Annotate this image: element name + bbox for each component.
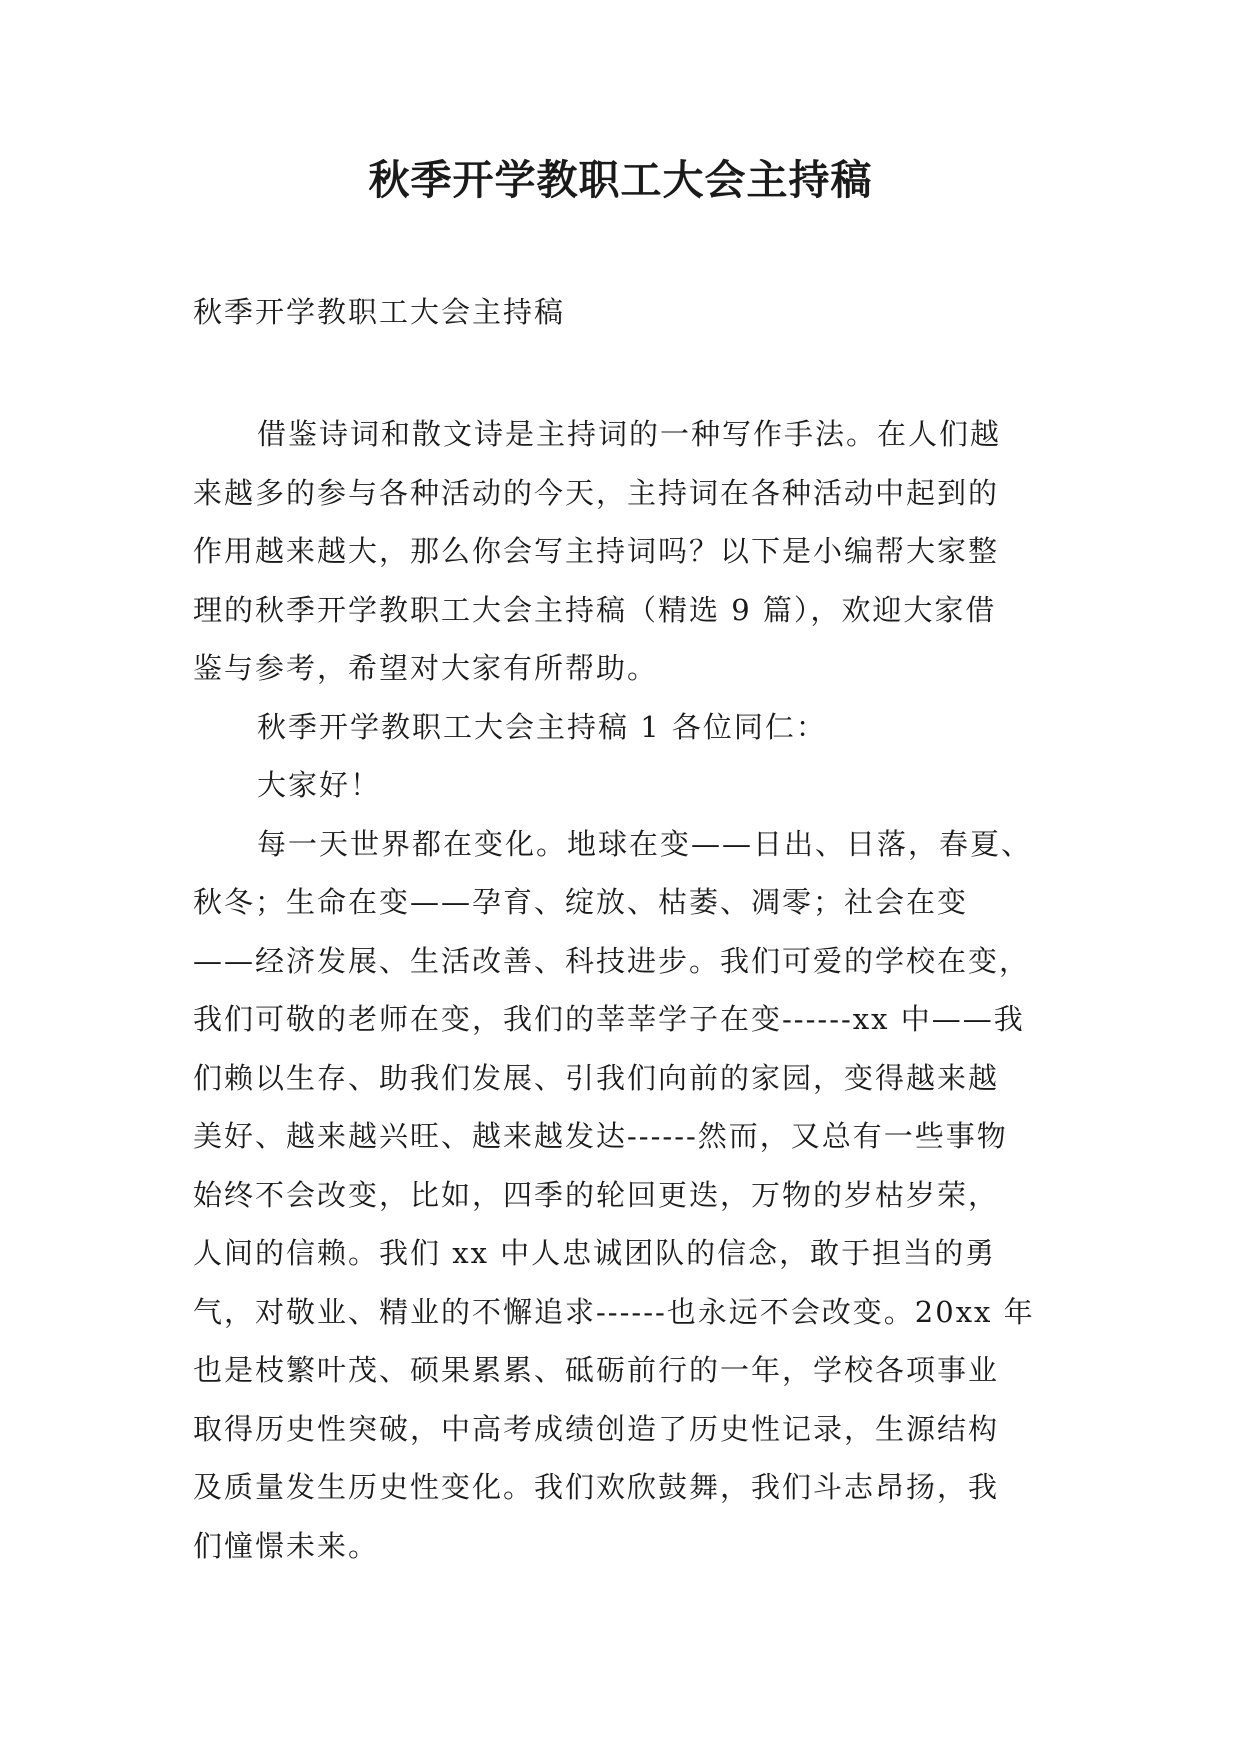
body-line: 理的秋季开学教职工大会主持稿（精选 9 篇），欢迎大家借	[193, 592, 997, 627]
body-line: 每一天世界都在变化。地球在变——日出、日落，春夏、	[257, 826, 1033, 861]
body-line: ——经济发展、生活改善、科技进步。我们可爱的学校在变，	[193, 943, 1031, 978]
body-line: 来越多的参与各种活动的今天，主持词在各种活动中起到的	[193, 475, 1000, 510]
document-subtitle: 秋季开学教职工大会主持稿	[193, 295, 566, 329]
body-line: 鉴与参考，希望对大家有所帮助。	[193, 651, 659, 685]
body-line: 们憧憬未来。	[193, 1528, 380, 1563]
body-line: 我们可敬的老师在变，我们的莘莘学子在变------xx 中——我	[193, 1002, 1025, 1036]
document-body	[193, 405, 1055, 1575]
body-line: 取得历史性突破，中高考成绩创造了历史性记录，生源结构	[193, 1411, 1000, 1446]
body-line: 借鉴诗词和散文诗是主持词的一种写作手法。在人们越	[257, 417, 1002, 451]
body-line: 美好、越来越兴旺、越来越发达------然而，又总有一些事物	[193, 1119, 1008, 1153]
document-title: 秋季开学教职工大会主持稿	[368, 156, 873, 204]
body-line: 大家好！	[257, 768, 382, 802]
body-line: 气，对敬业、精业的不懈追求------也永远不会改变。20xx 年	[193, 1294, 1035, 1329]
body-line: 作用越来越大，那么你会写主持词吗？以下是小编帮大家整	[193, 534, 1000, 568]
body-line: 也是枝繁叶茂、硕果累累、砥砺前行的一年，学校各项事业	[193, 1353, 1000, 1387]
body-line: 秋冬；生命在变——孕育、绽放、枯萎、凋零；社会在变	[193, 885, 969, 919]
body-line: 及质量发生历史性变化。我们欢欣鼓舞，我们斗志昂扬，我	[193, 1470, 1000, 1504]
body-line: 秋季开学教职工大会主持稿 1 各位同仁：	[257, 709, 827, 744]
body-line: 人间的信赖。我们 xx 中人忠诚团队的信念，敢于担当的勇	[193, 1236, 997, 1270]
body-line: 始终不会改变，比如，四季的轮回更迭，万物的岁枯岁荣，	[193, 1177, 1000, 1212]
body-line: 们赖以生存、助我们发展、引我们向前的家园，变得越来越	[193, 1060, 1000, 1095]
